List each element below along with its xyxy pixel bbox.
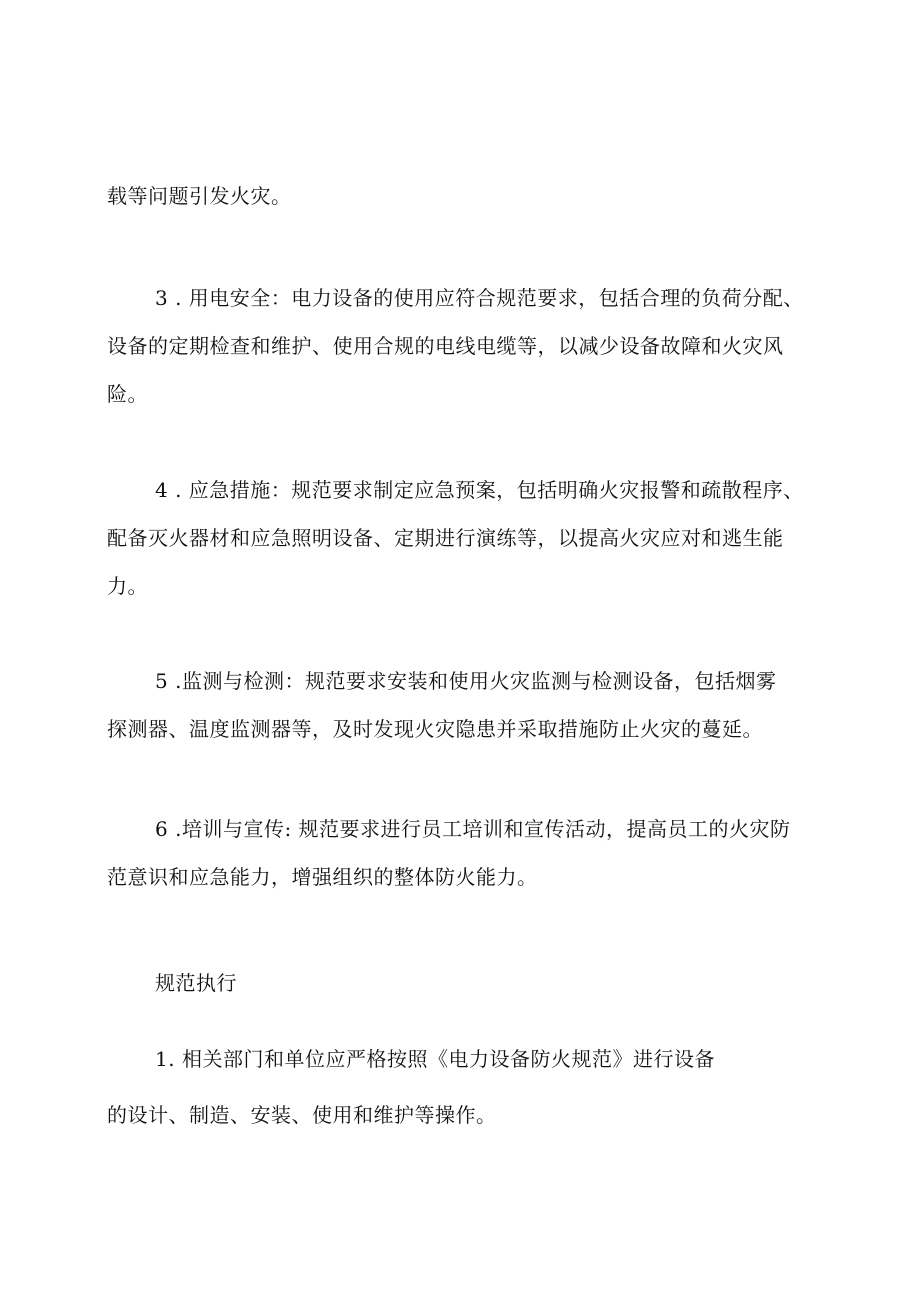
item-3-line-1: 3 . 用电安全：电力设备的使用应符合规范要求，包括合理的负荷分配、 xyxy=(155,286,804,310)
item-3-line-3: 险。 xyxy=(107,382,148,406)
item-3-line-2: 设备的定期检查和维护、使用合规的电线电缆等，以减少设备故障和火灾风 xyxy=(107,334,784,358)
paragraph-2-tail: 载等问题引发火灾。 xyxy=(107,184,292,208)
item-5-line-1: 5 .监测与检测：规范要求安装和使用火灾监测与检测设备，包括烟雾 xyxy=(155,669,777,693)
item-6-line-2: 范意识和应急能力，增强组织的整体防火能力。 xyxy=(107,865,538,889)
item-4-line-1: 4 . 应急措施：规范要求制定应急预案，包括明确火灾报警和疏散程序、 xyxy=(155,478,804,502)
item-4-line-2: 配备灭火器材和应急照明设备、定期进行演练等，以提高火灾应对和逃生能 xyxy=(107,526,784,550)
execution-item-1-line-1: 1. 相关部门和单位应严格按照《电力设备防火规范》进行设备 xyxy=(155,1047,715,1071)
execution-item-1-line-2: 的设计、制造、安装、使用和维护等操作。 xyxy=(107,1103,497,1127)
item-4-line-3: 力。 xyxy=(107,574,148,598)
item-5-line-2: 探测器、温度监测器等，及时发现火灾隐患并采取措施防止火灾的蔓延。 xyxy=(107,717,763,741)
section-heading: 规范执行 xyxy=(155,971,237,995)
item-6-line-1: 6 .培训与宣传: 规范要求进行员工培训和宣传活动，提高员工的火灾防 xyxy=(155,817,791,841)
